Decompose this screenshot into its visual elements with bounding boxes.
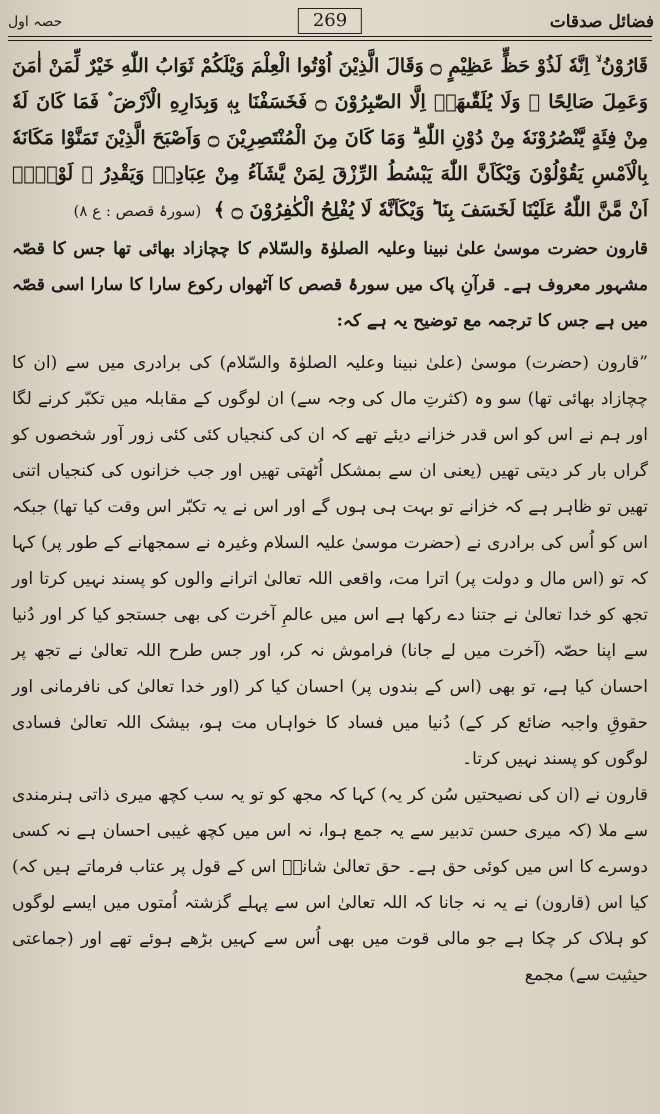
book-title: فضائل صدقات: [549, 12, 654, 32]
verse-text: قَارُوْنُ ۙ اِنَّهٗ لَذُوْ حَظٍّ عَظِیْمٍ ۝ وَقَالَ الَّذِیْنَ اُوْتُوا الْعِلْمَ وَیْلَكُمْ ثَوَابُ اللّٰهِ خَیْرٌ لِّمَنْ اٰمَنَ وَعَمِلَ صَالِحًا ۚ وَلَا یُلَقّٰىهَاۤ اِلَّا الصّٰبِرُوْنَ ۝ فَخَسَفْنَا بِهٖ وَبِدَارِهِ الْاَرْضَ ۫ فَمَا كَانَ لَهٗ مِنْ فِئَةٍ یَّنْصُرُوْنَهٗ مِنْ دُوْنِ اللّٰهِ ۗ وَمَا كَانَ مِنَ الْمُنْتَصِرِیْنَ ۝ وَاَصْبَحَ الَّذِیْنَ تَمَنَّوْا مَكَانَهٗ بِالْاَمْسِ یَقُوْلُوْنَ وَیْكَاَنَّ اللّٰهَ یَبْسُطُ الرِّزْقَ لِمَنْ یَّشَآءُ مِنْ عِبَادِهٖ وَیَقْدِرُ ۚ لَوْلَاۤ اَنْ مَّنَّ اللّٰهُ عَلَیْنَا لَخَسَفَ بِنَا ؕ وَیْكَاَنَّهٗ لَا یُفْلِحُ الْكٰفِرُوْنَ ۝ ﴾: [12, 55, 648, 221]
header-rule-bottom: [8, 40, 652, 41]
verse-reference: (سورۂ قصص : ع ۸): [73, 202, 202, 220]
intro-paragraph: قارون حضرت موسیٰ علیٰ نبینا وعلیہ الصلوٰۃ والسّلام کا چچازاد بھائی تھا جس کا قصّہ مشہور معروف ہے۔ قرآنِ پاک میں سورۂ قصص کا آٹھواں رکوع سارا کا سارا اسی قصّہ میں ہے جس کا ترجمہ مع توضیح یہ ہے کہ:: [12, 239, 648, 331]
quran-verse: [12, 48, 648, 229]
page-number: 269: [298, 8, 362, 34]
translation-paragraph-2: قارون نے (ان کی نصیحتیں سُن کر یہ) کہا کہ مجھ کو تو یہ سب کچھ میری ذاتی ہنرمندی سے ملا (کہ میری حسن تدبیر سے یہ جمع ہوا، نہ اس میں کچھ غیبی احسان ہے نہ کسی دوسرے کا اس میں کوئی حق ہے۔ حق تعالیٰ شانہٗ اس کے قول پر عتاب فرماتے ہیں کہ) کیا اس (قارون) نے یہ نہ جانا کہ اللہ تعالیٰ اس سے پہلے گزشتہ اُمتوں میں ایسے لوگوں کو ہلاک کر چکا ہے جو مالی قوت میں بھی اُس سے کہیں بڑھے ہوئے تھے اور (جماعتی حیثیت سے) مجمع: [12, 785, 648, 985]
page-content: [12, 48, 648, 1114]
translation-block: [12, 345, 648, 993]
page-header: [0, 6, 660, 40]
translation-paragraph-1: ”قارون (حضرت) موسیٰ (علیٰ نبینا وعلیہ الصلوٰۃ والسّلام) کی برادری میں سے (ان کا چچازاد بھائی تھا) سو وہ (کثرتِ مال کی وجہ سے) ان لوگوں کے مقابلہ میں تکبّر کرنے لگا اور ہم نے اس کو اس قدر خزانے دیئے تھے کہ ان کی کنجیاں کئی کئی زور آور شخصوں کو گراں بار کر دیتی تھیں (یعنی ان سے بمشکل اُٹھتی تھیں اور جب خزانوں کی کنجیاں اتنی تھیں تو ظاہر ہے کہ خزانے تو بہت ہی ہوں گے اور اس نے یہ تکبّر اس وقت کیا تھا) جبکہ اس کو اُس کی برادری نے (حضرت موسیٰ علیہ السلام وغیرہ نے سمجھانے کے طور پر) کہا کہ تو (اس مال و دولت پر) اترا مت، واقعی اللہ تعالیٰ اترانے والوں کو پسند نہیں کرتا اور تجھ کو خدا تعالیٰ نے جتنا دے رکھا ہے اس میں عالمِ آخرت کی بھی جستجو کیا کر اور دُنیا سے اپنا حصّہ (آخرت میں لے جانا) فراموش نہ کر، اور جس طرح اللہ تعالیٰ نے تجھ پر احسان کیا ہے، تو بھی (اس کے بندوں پر) احسان کیا کر (اور خدا تعالیٰ کی نافرمانی اور حقوقِ واجبہ ضائع کر کے) دُنیا میں فساد کا خواہاں مت ہو، بیشک اللہ تعالیٰ فسادی لوگوں کو پسند نہیں کرتا۔: [12, 353, 648, 769]
part-label: حصہ اول: [8, 14, 63, 30]
header-rule-top: [8, 36, 652, 37]
